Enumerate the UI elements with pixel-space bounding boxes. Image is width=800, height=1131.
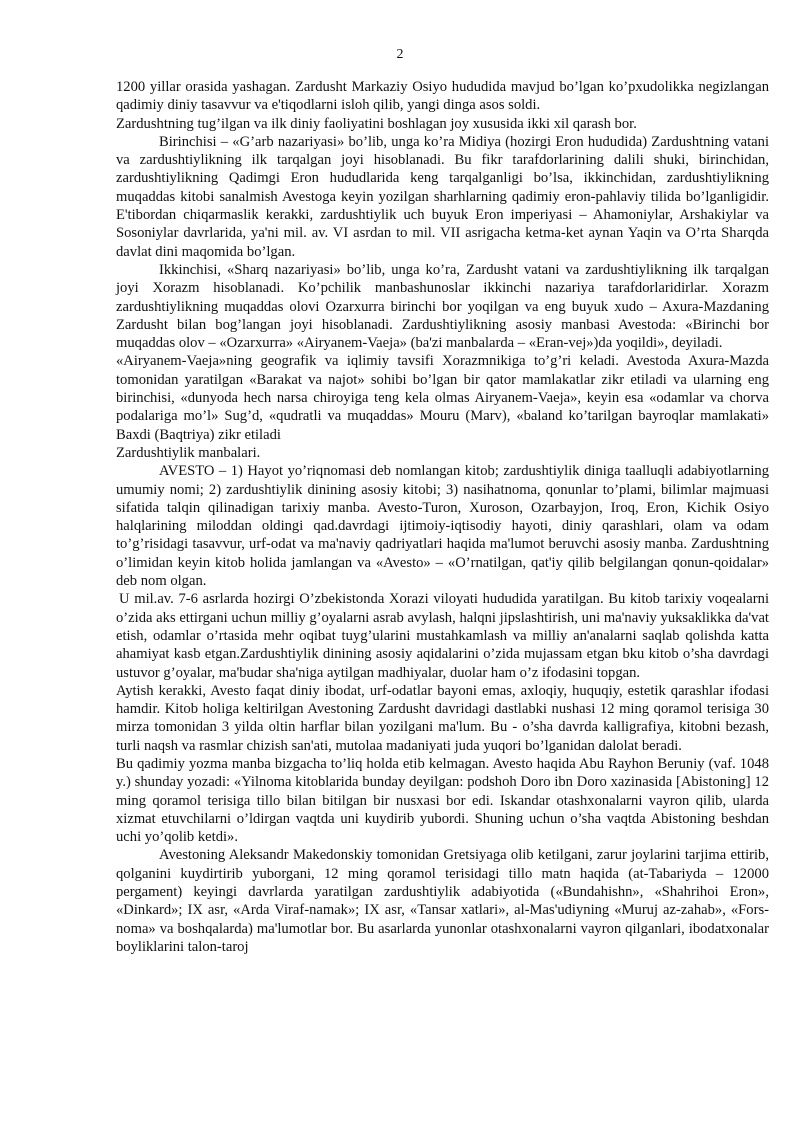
paragraph: Ikkinchisi, «Sharq nazariyasi» bo’lib, unga ko’ra, Zardusht vatani va zardushtiylikning ilk tarqalgan joyi Xorazm hisoblanadi. Ko’pchilik manbashunoslar ikkinchi nazariya tarafdorlaridirlar. Xorazm zardushtiylikning muqaddas olovi Ozarxurra birinchi bor yoqilgan va eng buyuk xudo – Axura-Mazdaning Zardusht bilan bog’langan joyi hisoblanadi. Zardushtiylikning asosiy manbasi Avestoda: «Birinchi bor muqaddas olov – «Ozarxurra» «Airyanem-Vaeja» (ba'zi manbalarda – «Eran-vej»)da yoqildi», deyiladi. [116,261,769,352]
paragraph: Bu qadimiy yozma manba bizgacha to’liq holda etib kelmagan. Avesto haqida Abu Rayhon Beruniy (vaf. 1048 y.) shunday yozadi: «Yilnoma kitoblarida bunday deyilgan: podshoh Doro ibn Doro xazinasida [Abistoning] 12 ming qoramol terisiga tillo bilan bitilgan bir nusxasi bor edi. Iskandar otashxonalarni vayron qilib, ularda xizmat etuvchilarni o’ldirgan vaqtda uni kuydirib yubordi. Shuning uchun o’sha vaqtda Abistoning beshdan uchi yo’qolib ketdi». [116,755,769,846]
paragraph: «Airyanem-Vaeja»ning geografik va iqlimiy tavsifi Xorazmnikiga to’g’ri keladi. Avestoda Axura-Mazda tomonidan yaratilgan «Barakat va najot» sohibi bo’lgan bir qator mamlakatlar zikr etiladi va ularning eng birinchisi, «dunyoda hech narsa chiroyiga teng kela olmas Airyanem-Vaeja», keyin esa «odamlar va chorva podalariga mo’l» Sug’d, «qudratli va muqaddas» Mouru (Marv), «baland ko’tarilgan bayroqlar mamlakati» Baxdi (Baqtriya) zikr etiladi [116,353,769,443]
paragraph: 1200 yillar orasida yashagan. Zardusht Markaziy Osiyo hududida mavjud bo’lgan ko’pxudolikka negizlangan qadimiy diniy tasavvur va e'tiqodlarni isloh qilib, yangi dinga asos soldi. [116,79,769,114]
page-number: 2 [396,47,404,62]
paragraph: AVESTO – 1) Hayot yo’riqnomasi deb nomlangan kitob; zardushtiylik diniga taalluqli adabiyotlarning umumiy nomi; 2) zardushtiylik dinining asosiy kitobi; 3) nasihatnoma, qonunlar to’plami, bilimlar majmuasi sifatida talqin qilinadigan tarixiy manba. Avesto-Turon, Xuroson, Ozarbayjon, Iroq, Eron, Kichik Osiyo halqlarining miloddan oldingi qad.davrdagi ijtimoiy-iqtisodiy hayoti, diniy qarashlari, olam va odam to’g’risidagi tasavvur, urf-odat va ma'naviy qadriyatlari haqida ma'lumot beruvchi asosiy manba. Zardushtning o’limidan keyin kitob holida jamlangan va «Avesto» – «O’rnatilgan, qat'iy qilib belgilangan qonun-qoidalar» deb nom olgan. [116,463,769,590]
body-text [116,78,769,956]
paragraph: Birinchisi – «G’arb nazariyasi» bo’lib, unga ko’ra Midiya (hozirgi Eron hududida) Zardushtning vatani va zardushtiylikning ilk tarqalgan joyi hisoblanadi. Bu fikr tarafdorlarining dalili shuki, birinchidan, zardushtiylikning Qadimgi Eron hududlarida keng tarqalganligi bo’lsa, ikkinchidan, zardushtiylikning muqaddas kitobi sanalmish Avestoga keyin yozilgan sharhlarning qadimiy eron-pahlaviy tilida bo’lganligidir. E'tibordan chiqarmaslik kerakki, zardushtiylik uch buyuk Eron imperiyasi – Ahamoniylar, Arshakiylar va Sosoniylar davrlarida, ya'ni mil. av. VI asrdan to mil. VII asrigacha ketma-ket aynan Yaqin va O’rta Sharqda davlat dini maqomida bo’lgan. [116,133,769,260]
paragraph: Avestoning Aleksandr Makedonskiy tomonidan Gretsiyaga olib ketilgani, zarur joylarini tarjima ettirib, qolganini kuydirtirib yuborgani, 12 ming qoramol terisidagi tillo matn haqida (at-Tabariyda – 12000 pergament) keyingi davrlarda yaratilgan zardushtiylik adabiyotida («Bundahishn», «Shahrihoi Eron», «Dinkard»; IX asr, «Arda Viraf-namak»; IX asr, «Tansar xatlari», al-Mas'udiyning «Muruj az-zahab», «Fors-noma» va boshqalarda) ma'lumotlar bor. Bu asarlarda yunonlar otashxonalarni vayron qilganlari, ibodatxonalar boyliklarini talon-taroj [116,847,769,955]
paragraph: Zardushtiylik manbalari. [116,444,261,461]
paragraph: U mil.av. 7-6 asrlarda hozirgi O’zbekistonda Xorazi viloyati hududida yaratilgan. Bu kitob tarixiy voqealarni o’zida aks ettirgani uchun milliy g’oyalarni asrab avylash, halqni jipslashtirish, uni ma'naviy yuksaklikka da'vat etish, odamlar o’rtasida mehr oqibat tuyg’ularini mustahkamlash va milliy an'analarni saqlab qolishda katta ahamiyat kasb etgan.Zardushtiylik dinining asosiy aqidalarini o’zida mujassam etgan bku kitob o’sha davrdagi ustuvor g’oyalar, ma'budar sha'niga aytilgan madhiyalar, duolar ham o’z ifodasini topgan. [116,591,769,681]
paragraph: Zardushtning tug’ilgan va ilk diniy faoliyatini boshlagan joy xususida ikki xil qarash bor. [116,115,637,132]
paragraph: Aytish kerakki, Avesto faqat diniy ibodat, urf-odatlar bayoni emas, axloqiy, huquqiy, estetik qarashlar ifodasi hamdir. Kitob holiga keltirilgan Avestoning Zardusht davridagi dastlabki nushasi 12 ming qoramol terisiga 30 mirza tomonidan 3 yilda oltin harflar bilan yozilgani ma'lum. Bu - o’sha davrda kalligrafiya, kitobni bezash, turli naqsh va rasmlar chizish san'ati, mutolaa madaniyati juda yuqori bo’lganidan dalolat beradi. [116,682,769,754]
